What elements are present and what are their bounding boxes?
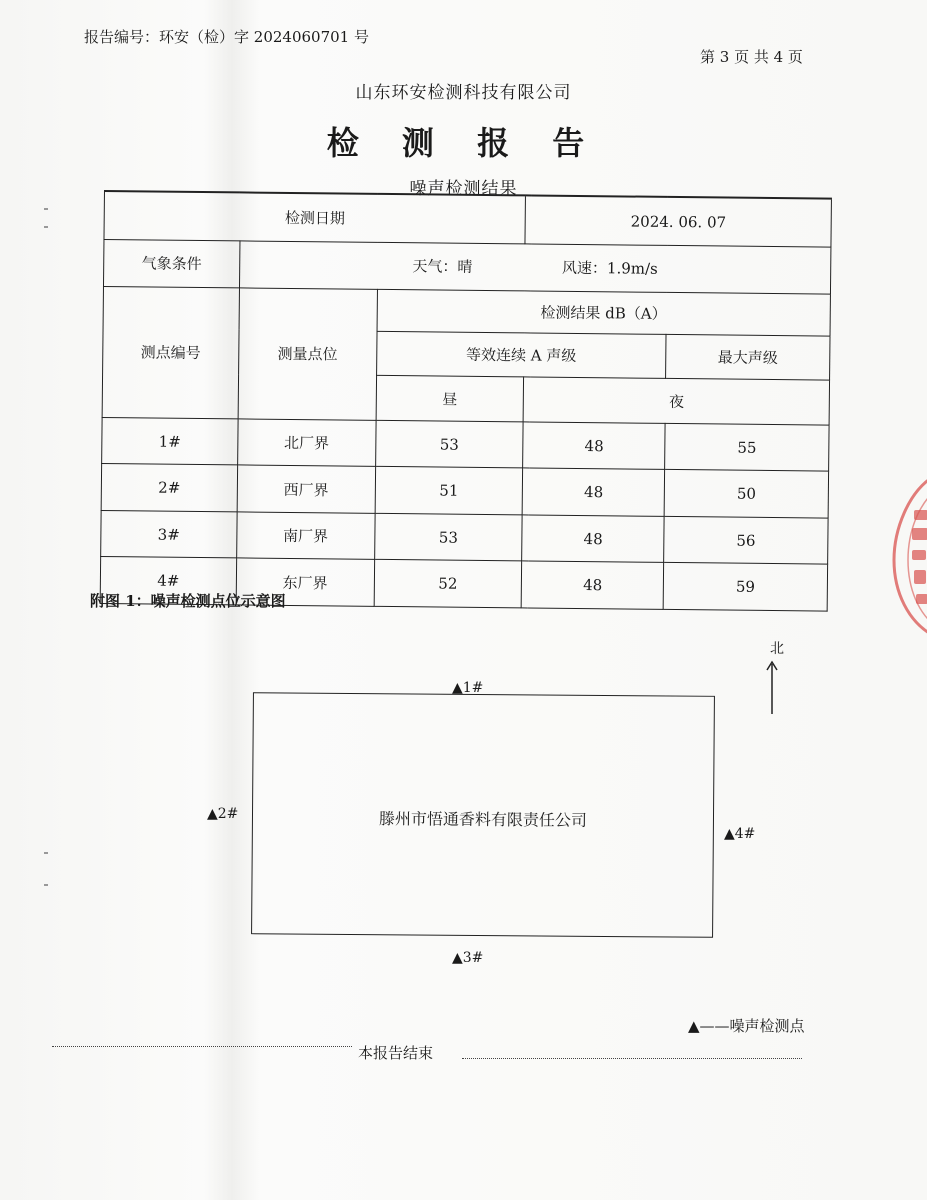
end-of-report-text: 本报告结束: [358, 1044, 434, 1062]
cell-location: 西厂界: [237, 465, 375, 513]
cell-point-no: 1#: [102, 417, 238, 465]
cell-max: 56: [664, 516, 828, 564]
cell-day: 53: [375, 420, 523, 468]
header-leq: 等效连续 A 声级: [376, 331, 666, 378]
header-location: 测量点位: [238, 288, 377, 421]
cell-max: 55: [665, 423, 829, 471]
cell-point-no: 2#: [101, 464, 237, 512]
date-value: 2024. 06. 07: [525, 195, 831, 247]
cell-max: 50: [664, 470, 828, 518]
cell-day: 53: [374, 513, 522, 561]
red-seal-stamp: [884, 470, 927, 640]
report-number: 报告编号：环安（检）字 2024060701 号: [84, 28, 369, 46]
dotted-rule: [52, 1046, 352, 1047]
cell-location: 北厂界: [237, 419, 375, 467]
cell-day: 51: [375, 467, 523, 515]
scan-mark: [44, 226, 48, 228]
scan-mark: [44, 852, 48, 854]
north-arrow-icon: [763, 660, 781, 716]
figure-caption: 附图 1：噪声检测点位示意图: [90, 592, 286, 610]
cell-point-no: 4#: [100, 557, 236, 605]
monitoring-point-1: ▲1#: [452, 680, 484, 696]
monitoring-point-2: ▲2#: [207, 806, 239, 822]
plant-name: 滕州市悟通香料有限责任公司: [378, 809, 588, 830]
wind-value: 风速：1.9m/s: [561, 259, 658, 279]
cell-night: 48: [523, 468, 665, 516]
scan-mark: [44, 884, 48, 886]
header-day: 昼: [376, 376, 524, 422]
table-row: [102, 417, 829, 471]
cell-location: 南厂界: [236, 512, 374, 560]
header-night: 夜: [523, 377, 829, 425]
north-label: 北: [770, 641, 784, 657]
weather-label: 气象条件: [103, 240, 239, 288]
document-title: 检 测 报 告: [326, 124, 601, 162]
header-point-no: 测点编号: [102, 286, 239, 419]
noise-result-table: [100, 190, 832, 612]
header-max: 最大声级: [666, 334, 830, 380]
cell-location: 东厂界: [236, 558, 374, 606]
date-label: 检测日期: [104, 191, 526, 244]
section-title: 噪声检测结果: [409, 179, 518, 199]
dotted-rule: [462, 1058, 802, 1059]
monitoring-point-3: ▲3#: [452, 950, 484, 966]
weather-cell: [239, 241, 831, 294]
header-result: 检测结果 dB（A）: [377, 289, 831, 336]
weather-value: 天气：晴: [412, 257, 473, 277]
table-row: [101, 464, 828, 518]
page-indicator: 第 3 页 共 4 页: [700, 48, 803, 66]
scan-mark: [44, 208, 48, 210]
cell-night: 48: [522, 515, 664, 563]
cell-night: 48: [522, 561, 664, 609]
cell-point-no: 3#: [101, 510, 237, 558]
monitoring-point-4: ▲4#: [724, 826, 756, 842]
table-row: [101, 510, 828, 564]
cell-night: 48: [523, 422, 665, 470]
cell-max: 59: [663, 563, 827, 611]
cell-day: 52: [374, 560, 522, 608]
figure-legend: ▲——噪声检测点: [688, 1017, 805, 1035]
plant-boundary: [251, 692, 715, 938]
company-name: 山东环安检测科技有限公司: [355, 83, 572, 103]
